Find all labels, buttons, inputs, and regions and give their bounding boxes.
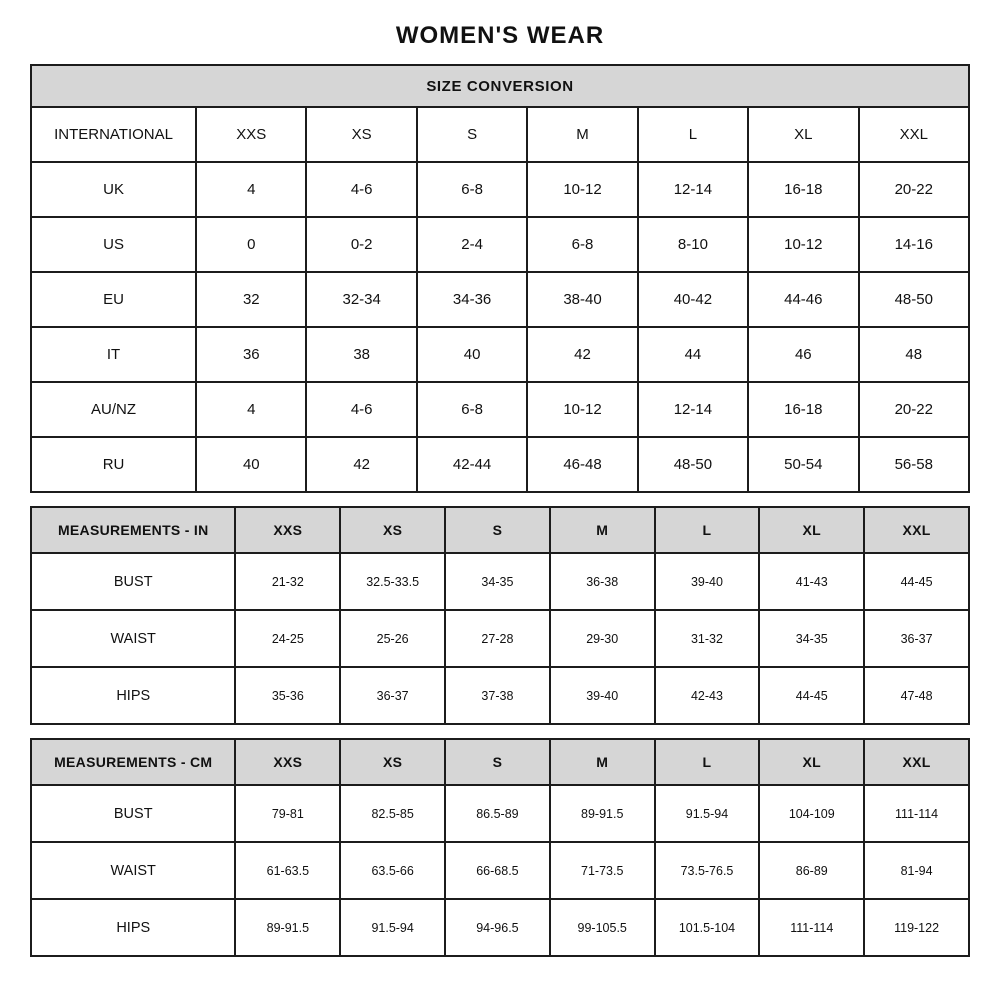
value-cell: 12-14 [638,162,748,217]
table-name-cell: MEASUREMENTS - IN [31,507,235,553]
value-cell: 29-30 [550,610,655,667]
value-cell: 44-46 [748,272,858,327]
value-cell: 34-36 [417,272,527,327]
value-cell: 44 [638,327,748,382]
value-cell: 44-45 [864,553,969,610]
table-row [31,610,969,667]
value-cell: 42-44 [417,437,527,492]
value-cell: 86-89 [759,842,864,899]
column-header-cell: S [445,739,550,785]
value-cell: 39-40 [550,667,655,724]
table-row [31,553,969,610]
value-cell: 82.5-85 [340,785,445,842]
value-cell: 10-12 [527,162,637,217]
value-cell: 40 [196,437,306,492]
value-cell: 41-43 [759,553,864,610]
value-cell: 104-109 [759,785,864,842]
value-cell: 32-34 [306,272,416,327]
value-cell: 48-50 [859,272,969,327]
table-row [31,382,969,437]
value-cell: 31-32 [655,610,760,667]
value-cell: 91.5-94 [340,899,445,956]
value-cell: 35-36 [235,667,340,724]
row-label-cell: UK [31,162,196,217]
table-row [31,272,969,327]
value-cell: 111-114 [864,785,969,842]
value-cell: 32.5-33.5 [340,553,445,610]
column-header-cell: XS [340,507,445,553]
value-cell: 47-48 [864,667,969,724]
value-cell: 27-28 [445,610,550,667]
column-header-cell: XL [748,107,858,162]
value-cell: 94-96.5 [445,899,550,956]
value-cell: 79-81 [235,785,340,842]
value-cell: 50-54 [748,437,858,492]
value-cell: 73.5-76.5 [655,842,760,899]
column-header-cell: M [550,739,655,785]
column-header-cell: L [655,507,760,553]
value-cell: 6-8 [417,382,527,437]
row-label-cell: IT [31,327,196,382]
row-label-cell: RU [31,437,196,492]
value-cell: 91.5-94 [655,785,760,842]
table-name-cell: INTERNATIONAL [31,107,196,162]
value-cell: 81-94 [864,842,969,899]
column-header-cell: XXL [864,507,969,553]
measurements-in-table [30,506,970,725]
value-cell: 6-8 [527,217,637,272]
column-header-cell: L [638,107,748,162]
column-header-cell: XL [759,739,864,785]
value-cell: 39-40 [655,553,760,610]
header-row [31,739,969,785]
row-label-cell: HIPS [31,667,235,724]
value-cell: 12-14 [638,382,748,437]
value-cell: 38 [306,327,416,382]
table-name-cell: MEASUREMENTS - CM [31,739,235,785]
table-row [31,899,969,956]
header-row [31,107,969,162]
value-cell: 14-16 [859,217,969,272]
measurements-cm-table [30,738,970,957]
value-cell: 71-73.5 [550,842,655,899]
table-row [31,667,969,724]
value-cell: 10-12 [748,217,858,272]
column-header-cell: S [417,107,527,162]
value-cell: 0-2 [306,217,416,272]
value-cell: 4 [196,162,306,217]
value-cell: 16-18 [748,162,858,217]
value-cell: 34-35 [445,553,550,610]
value-cell: 4 [196,382,306,437]
value-cell: 99-105.5 [550,899,655,956]
table-row [31,842,969,899]
column-header-cell: M [527,107,637,162]
value-cell: 6-8 [417,162,527,217]
value-cell: 101.5-104 [655,899,760,956]
page-title: WOMEN'S WEAR [395,22,605,49]
column-header-cell: S [445,507,550,553]
value-cell: 4-6 [306,162,416,217]
value-cell: 10-12 [527,382,637,437]
table-row [31,437,969,492]
value-cell: 36-38 [550,553,655,610]
row-label-cell: US [31,217,196,272]
value-cell: 16-18 [748,382,858,437]
value-cell: 40 [417,327,527,382]
value-cell: 20-22 [859,162,969,217]
value-cell: 46-48 [527,437,637,492]
column-header-cell: XS [340,739,445,785]
value-cell: 56-58 [859,437,969,492]
value-cell: 46 [748,327,858,382]
value-cell: 36-37 [340,667,445,724]
value-cell: 111-114 [759,899,864,956]
table-row [31,785,969,842]
value-cell: 44-45 [759,667,864,724]
value-cell: 89-91.5 [235,899,340,956]
column-header-cell: XXS [196,107,306,162]
table-title-row [31,65,969,107]
column-header-cell: XXS [235,507,340,553]
row-label-cell: WAIST [31,842,235,899]
header-row [31,507,969,553]
row-label-cell: EU [31,272,196,327]
value-cell: 66-68.5 [445,842,550,899]
row-label-cell: HIPS [31,899,235,956]
value-cell: 89-91.5 [550,785,655,842]
table-row [31,162,969,217]
row-label-cell: WAIST [31,610,235,667]
value-cell: 63.5-66 [340,842,445,899]
column-header-cell: XXL [859,107,969,162]
value-cell: 61-63.5 [235,842,340,899]
value-cell: 32 [196,272,306,327]
value-cell: 42 [527,327,637,382]
table-row [31,217,969,272]
value-cell: 21-32 [235,553,340,610]
value-cell: 36 [196,327,306,382]
table-row [31,327,969,382]
size-conversion-table [30,64,970,493]
column-header-cell: XS [306,107,416,162]
value-cell: 48 [859,327,969,382]
value-cell: 42-43 [655,667,760,724]
column-header-cell: L [655,739,760,785]
value-cell: 0 [196,217,306,272]
value-cell: 86.5-89 [445,785,550,842]
column-header-cell: XXL [864,739,969,785]
value-cell: 37-38 [445,667,550,724]
row-label-cell: AU/NZ [31,382,196,437]
value-cell: 4-6 [306,382,416,437]
value-cell: 38-40 [527,272,637,327]
value-cell: 42 [306,437,416,492]
value-cell: 2-4 [417,217,527,272]
row-label-cell: BUST [31,553,235,610]
column-header-cell: M [550,507,655,553]
value-cell: 20-22 [859,382,969,437]
value-cell: 25-26 [340,610,445,667]
value-cell: 24-25 [235,610,340,667]
value-cell: 8-10 [638,217,748,272]
column-header-cell: XXS [235,739,340,785]
value-cell: 36-37 [864,610,969,667]
table-title-cell: SIZE CONVERSION [31,65,969,107]
value-cell: 48-50 [638,437,748,492]
column-header-cell: XL [759,507,864,553]
value-cell: 34-35 [759,610,864,667]
value-cell: 40-42 [638,272,748,327]
value-cell: 119-122 [864,899,969,956]
row-label-cell: BUST [31,785,235,842]
